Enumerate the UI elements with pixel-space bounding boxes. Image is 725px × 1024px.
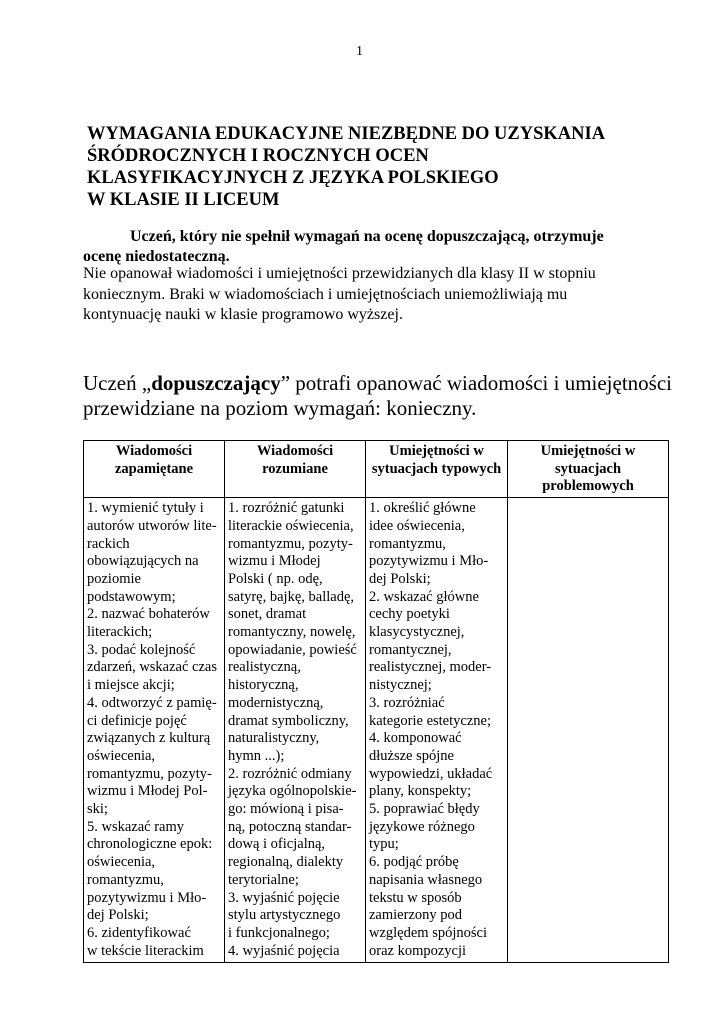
cell-line: dową i oficjalną, [228, 836, 326, 853]
cell-line: historyczną, [228, 677, 299, 694]
cell-line: ski; [87, 801, 108, 818]
intro-text-line: kontynuację nauki w klasie programowo wyższej. [83, 306, 403, 323]
cell-line: romantyzmu, [369, 535, 446, 552]
cell-line: oświecenia, [87, 854, 156, 871]
title-line: ŚRÓDROCZNYCH I ROCZNYCH OCEN [87, 146, 429, 166]
cell-line: 2. wskazać główne [369, 588, 479, 605]
intro-bold-line: ocenę niedostateczną. [83, 248, 230, 265]
cell-line: i funkcjonalnego; [228, 924, 330, 941]
cell-line: wizmu i Młodej [228, 553, 321, 570]
cell-line: poziomie [87, 570, 141, 587]
cell-line: ną, potoczną standar- [228, 818, 352, 835]
cell-line: dej Polski; [369, 570, 431, 587]
cell-line: zdarzeń, wskazać czas [87, 659, 218, 676]
cell-knowledge-memorized [84, 498, 225, 963]
failing-grade-description [83, 264, 663, 326]
cell-line: względem spójności [369, 924, 487, 941]
cell-line: satyrę, bajkę, balladę, [228, 588, 355, 605]
cell-line: nistycznej; [369, 677, 432, 694]
cell-line: 4. komponować [369, 730, 462, 747]
cell-line: wypowiedzi, układać [369, 765, 493, 782]
cell-line: języka ogólnopolskie- [228, 783, 357, 800]
header-line: sytuacjach typowych [371, 460, 502, 477]
cell-line: 6. podjąć próbę [369, 854, 459, 871]
cell-line: klasycystycznej, [369, 624, 465, 641]
cell-line: 1. wymienić tytuły i [87, 500, 204, 517]
cell-line: 3. wyjaśnić pojęcie [228, 889, 340, 906]
cell-line: oświecenia, [87, 747, 156, 764]
cell-line: romantyzmu, pozyty- [87, 765, 212, 782]
cell-line: idee oświecenia, [369, 517, 465, 534]
cell-line: językowe różnego [369, 818, 475, 835]
cell-line: w tekście literackim [87, 942, 204, 959]
cell-line: literackich; [87, 624, 153, 641]
cell-line: dłuższe spójne [369, 747, 454, 764]
level-heading-line-1 [83, 371, 703, 396]
cell-line: stylu artystycznego [228, 907, 341, 924]
header-knowledge-understood [225, 441, 366, 498]
cell-line: podstawowym; [87, 588, 176, 605]
header-line: rozumiane [262, 460, 328, 477]
cell-line: naturalistyczny, [228, 730, 320, 747]
header-line: sytuacjach [554, 460, 622, 477]
cell-line: plany, konspekty; [369, 783, 472, 800]
header-line: Wiadomości [256, 443, 334, 459]
cell-line: terytorialne; [228, 871, 299, 888]
cell-line: Polski ( np. odę, [228, 570, 323, 587]
cell-line: 5. poprawiać błędy [369, 801, 480, 818]
cell-line: wizmu i Młodej Pol- [87, 783, 208, 800]
intro-text-line: Nie opanował wiadomości i umiejętności przewidzianych dla klasy II w stopniu [83, 265, 596, 282]
cell-line: związanych z kulturą [87, 730, 211, 747]
cell-line: realistycznej, moder- [369, 659, 492, 676]
cell-line: 6. zidentyfikować [87, 924, 191, 941]
cell-line: 4. wyjaśnić pojęcia [228, 942, 340, 959]
cell-skills-problem [508, 498, 669, 963]
cell-line: 1. rozróżnić gatunki [228, 500, 345, 517]
cell-line: romantyzmu, [87, 871, 164, 888]
cell-line: modernistyczną, [228, 694, 324, 711]
cell-line: dej Polski; [87, 907, 149, 924]
cell-knowledge-understood [225, 498, 366, 963]
cell-line: 2. rozróżnić odmiany [228, 765, 352, 782]
header-knowledge-memorized [84, 441, 225, 498]
cell-line: 3. podać kolejność [87, 641, 196, 658]
document-title [87, 123, 687, 211]
cell-line: literackie oświecenia, [228, 517, 354, 534]
cell-line: chronologiczne epok: [87, 836, 213, 853]
cell-line: regionalną, dialekty [228, 854, 344, 871]
cell-line: ci definicje pojęć [87, 712, 187, 729]
cell-line: typu; [369, 836, 399, 853]
cell-line: realistyczną, [228, 659, 301, 676]
grade-level-heading [83, 371, 703, 421]
cell-line: 1. określić główne [369, 500, 476, 517]
cell-line: obowiązujących na [87, 553, 199, 570]
cell-line: sonet, dramat [228, 606, 307, 623]
intro-text-line: koniecznym. Braki w wiadomościach i umiejętnościach uniemożliwiają mu [83, 285, 568, 303]
intro-bold-line: Uczeń, który nie spełnił wymagań na ocenę dopuszczającą, otrzymuje [130, 228, 604, 245]
cell-line: romantyczny, nowelę, [228, 624, 356, 641]
cell-line: cechy poetyki [369, 606, 450, 623]
cell-line: i miejsce akcji; [87, 677, 175, 694]
cell-line: hymn ...); [228, 747, 285, 764]
header-line: Wiadomości [115, 443, 193, 459]
cell-line: pozytywizmu i Mło- [87, 889, 207, 906]
table-row [84, 498, 669, 963]
title-line: KLASYFIKACYJNYCH Z JĘZYKA POLSKIEGO [87, 168, 499, 188]
requirements-table [83, 440, 669, 963]
cell-line: 4. odtworzyć z pamię- [87, 694, 217, 711]
level-suffix: ” potrafi opanować wiadomości i umiejętności [280, 371, 673, 395]
cell-line: oraz kompozycji [369, 942, 467, 959]
cell-line: 5. wskazać ramy [87, 818, 185, 835]
header-line: Umiejętności w [540, 443, 636, 459]
level-grade: dopuszczający [151, 371, 281, 395]
header-skills-typical [366, 441, 508, 498]
cell-line: romantyzmu, pozyty- [228, 535, 353, 552]
title-line: W KLASIE II LICEUM [87, 190, 280, 210]
table-header-row [84, 441, 669, 498]
header-line: Umiejętności w [389, 443, 484, 459]
cell-skills-typical [366, 498, 508, 963]
cell-line: romantycznej, [369, 641, 452, 658]
header-line: zapamiętane [114, 460, 194, 477]
cell-line: opowiadanie, powieść [228, 641, 357, 658]
cell-line: napisania własnego [369, 871, 483, 888]
cell-line: dramat symboliczny, [228, 712, 349, 729]
cell-line: zamierzony pod [369, 907, 463, 924]
header-skills-problem [508, 441, 669, 498]
cell-line: go: mówioną i pisa- [228, 801, 344, 818]
header-line: problemowych [542, 478, 634, 495]
page-number: 1 [356, 44, 363, 59]
cell-line: 3. rozróżniać [369, 694, 445, 711]
cell-line: tekstu w sposób [369, 889, 462, 906]
cell-line: autorów utworów lite- [87, 517, 217, 534]
cell-line: pozytywizmu i Mło- [369, 553, 489, 570]
level-prefix: Uczeń „ [83, 371, 152, 395]
cell-line: 2. nazwać bohaterów [87, 606, 210, 623]
level-heading-line-2: przewidziane na poziom wymagań: konieczny. [83, 396, 477, 420]
cell-line: kategorie estetyczne; [369, 712, 491, 729]
cell-line: rackich [87, 535, 130, 552]
failing-grade-rule [83, 227, 663, 267]
title-line: WYMAGANIA EDUKACYJNE NIEZBĘDNE DO UZYSKANIA [87, 124, 606, 144]
